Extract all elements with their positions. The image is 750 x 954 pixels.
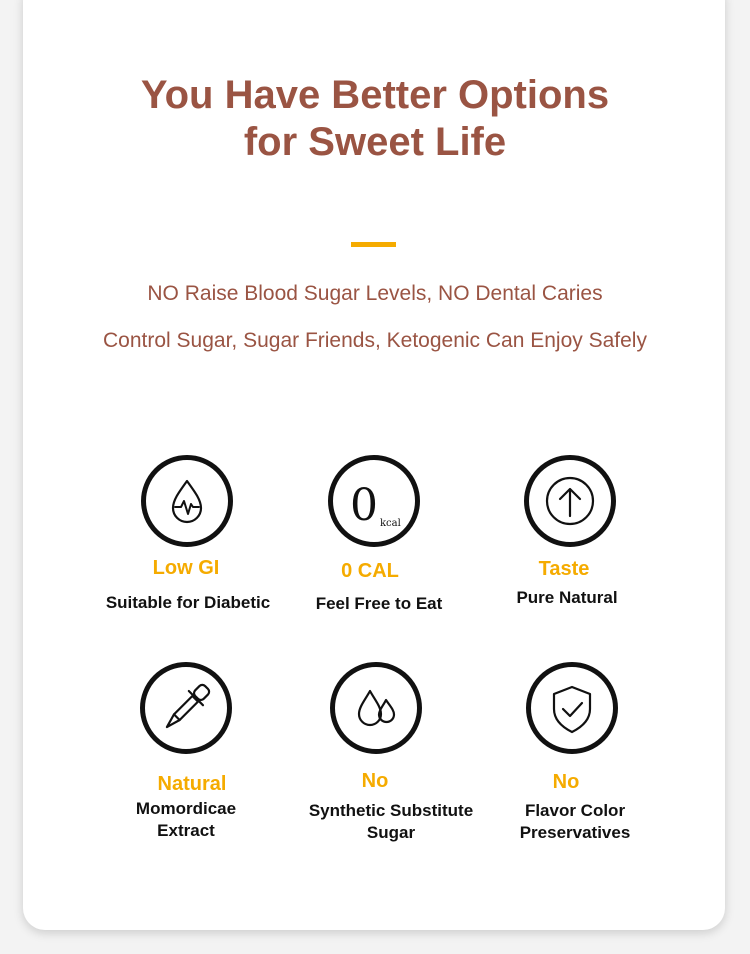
kcal-zero-text: 0 xyxy=(350,480,378,531)
feature-desc-no-flavor-line-1: Flavor Color xyxy=(524,801,626,820)
feature-desc-natural-line-1: Momordicae xyxy=(135,799,237,818)
zero-kcal-icon xyxy=(328,455,420,547)
feature-title-taste: Taste xyxy=(538,558,590,580)
headline xyxy=(0,72,750,166)
water-drops-icon xyxy=(330,662,422,754)
feature-title-0-cal: 0 CAL xyxy=(341,560,399,582)
blood-drop-heartbeat-icon xyxy=(141,455,233,547)
headline-line-2: for Sweet Life xyxy=(243,120,507,164)
subheadline-line-2: Control Sugar, Sugar Friends, Ketogenic Can Enjoy Safely xyxy=(103,329,647,352)
subheadline-line-1: NO Raise Blood Sugar Levels, NO Dental Caries xyxy=(147,282,603,305)
feature-desc-no-synthetic-line-1: Synthetic Substitute xyxy=(308,801,474,820)
feature-desc-low-gi: Suitable for Diabetic xyxy=(105,593,271,612)
shield-check-icon xyxy=(526,662,618,754)
dropper-icon xyxy=(140,662,232,754)
feature-desc-no-flavor-line-2: Preservatives xyxy=(519,823,631,842)
feature-title-no-synthetic: No xyxy=(361,770,389,792)
headline-line-1: You Have Better Options xyxy=(140,73,610,117)
feature-desc-no-flavor xyxy=(445,800,705,844)
feature-title-natural: Natural xyxy=(157,773,227,795)
accent-divider xyxy=(351,242,396,247)
feature-desc-0-cal: Feel Free to Eat xyxy=(315,594,443,613)
feature-title-no-flavor: No xyxy=(552,771,580,793)
arrow-up-circle-icon xyxy=(524,455,616,547)
feature-title-low-gi: Low GI xyxy=(152,557,220,579)
kcal-unit-text: kcal xyxy=(380,518,401,529)
feature-desc-natural-line-2: Extract xyxy=(157,821,215,840)
feature-desc-taste: Pure Natural xyxy=(516,588,618,607)
feature-desc-no-synthetic-line-2: Sugar xyxy=(366,823,416,842)
